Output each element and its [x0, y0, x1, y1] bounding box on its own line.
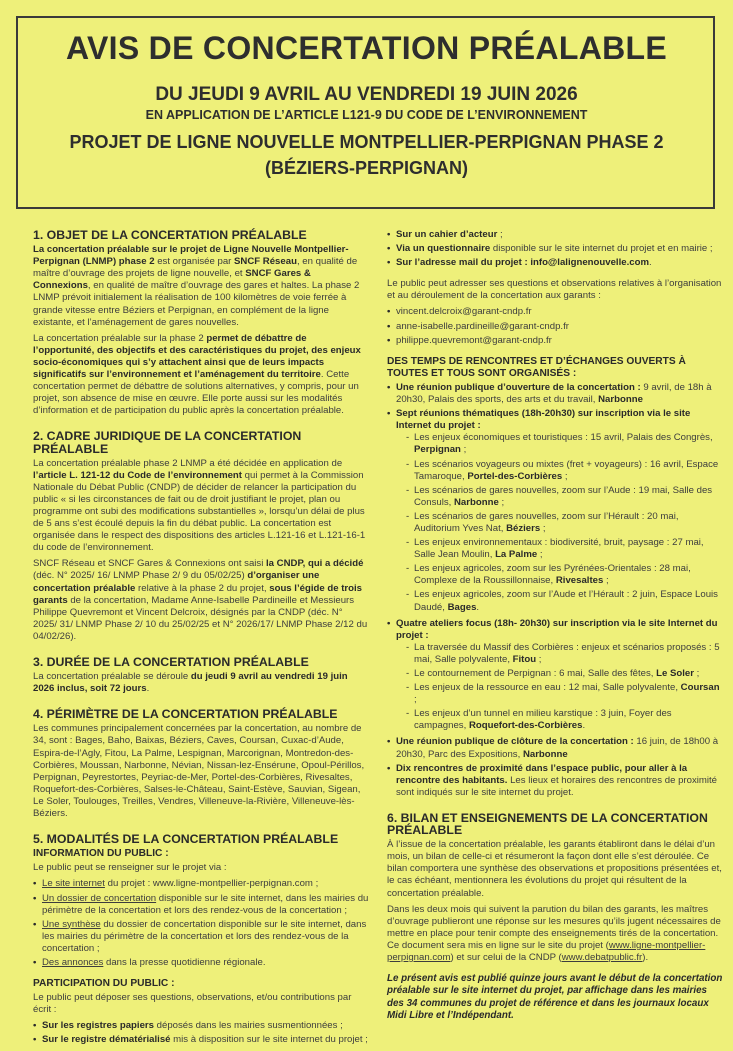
project-title	[0, 129, 733, 181]
closing-meeting: • Une réunion publique de clôture de la concertation : 16 juin, de 18h00 à 20h30, Parc des Expositions, Narbonne	[387, 736, 723, 760]
list-item: - Les scénarios de gares nouvelles, zoom sur l’Hérault : 20 mai, Auditorium Yves Nat, Béziers ;	[405, 511, 723, 535]
garant-email: • anne-isabelle.pardineille@garant-cndp.fr	[387, 321, 723, 333]
list-item: • Une synthèse du dossier de concertation disponible sur le site internet, dans les mairies du périmètre de la concertation et lors des rendez-vous de la concertation ;	[33, 919, 369, 955]
list-item: - Les enjeux agricoles, zoom sur les Pyrénées-Orientales : 28 mai, Complexe de la Roussillonnaise, Rivesaltes ;	[405, 563, 723, 587]
garant-email: • philippe.quevremont@garant-cndp.fr	[387, 335, 723, 347]
notice-title: AVIS DE CONCERTATION PRÉALABLE	[65, 30, 667, 66]
list-item: - La traversée du Massif des Corbières : enjeux et scénarios proposés : 5 mai, Salle polyvalente, Fitou ;	[405, 642, 723, 666]
public-participation-intro: Le public peut déposer ses questions, observations, et/ou contributions par écrit :	[33, 992, 352, 1016]
section-4-communes: Les communes principalement concernées par la concertation, au nombre de 34, sont : Bages, Baho, Baixas, Béziers, Caves, Coursan, Cuxac-d’Aude, Espira-de-l’Agly, Fitou, La Palme, Lespignan, Marcorignan, Montredon-des-Corbières, Moussan, Narbonne, Névian, Nissan-lez-Ensérune, Opoul-Périllos, Perpignan, Peyrestortes, Peyriac-de-Mer, Portel-des-Corbières, Rivesaltes, Roquefort-des-Corbières, Salses-le-Château, Saint-Estève, Sauvian, Sigean, Le Soler, Toulouges, Treilles, Vendres, Villeneuve-la-Rivière, Villeneuve-lès-Béziers.	[33, 723, 365, 820]
section-6-paragraph-2: Dans les deux mois qui suivent la parution du bilan des garants, les maîtres d’ouvrage publieront une réponse sur les mesures qu’ils jugent nécessaires de mettre en place pour tenir compte des enseignements tirés de la concertation. Ce document sera mis en ligne sur le site du projet (www.ligne-montpellier-perpignan.com) et sur celui de la CNDP (www.debatpublic.fr).	[387, 903, 721, 963]
public-information-intro: Le public peut se renseigner sur le projet via :	[33, 862, 227, 874]
project-website-link[interactable]: www.ligne-montpellier-perpignan.com	[387, 939, 706, 963]
focus-workshops: • Quatre ateliers focus (18h- 20h30) sur inscription via le site Internet du projet : - La traversée du Massif des Corbières : enjeux et scénarios proposés : 5 mai, Salle polyvalente, Fitou ; - Le contournement de Perpignan : 6 mai, Salle des fêtes, Le Soler ; - Les enjeux de la ressource en eau : 12 mai, Salle polyvalente, Coursan ; - Les enjeux d’un tunnel en milieu karstique : 3 juin, Foyer des campagnes, Roquefort-des-Corbières.	[387, 618, 723, 733]
proximity-meetings: • Dix rencontres de proximité dans l’espace public, pour aller à la rencontre des habitants. Les lieux et horaires des rencontres de proximité sont indiqués sur le site internet du projet.	[387, 763, 723, 799]
list-item: - Les enjeux d’un tunnel en milieu karstique : 3 juin, Foyer des campagnes, Roquefort-des-Corbières.	[405, 708, 723, 732]
garants-intro: Le public peut adresser ses questions et observations relatives à l’organisation et au déroulement de la concertation aux garants :	[387, 278, 722, 302]
section-2-paragraph-2: SNCF Réseau et SNCF Gares & Connexions ont saisi la CNDP, qui a décidé (déc. N° 2025/ 16/ LNMP Phase 2/ 9 du 05/02/25) d’organiser une concertation préalable relative à la phase 2 du projet, sous l’égide de trois garants de la concertation, Madame Anne-Isabelle Pardineille et Messieurs Philippe Quevremont et Vincent Delcroix, désignés par la CNDP (déc. N° 2025/ 31/ LNMP Phase 2/ 10 du 25/02/25 et N° 2026/17/ LNMP Phase 2/12 du 04/02/26).	[33, 558, 368, 642]
list-item: - Les enjeux économiques et touristiques : 15 avril, Palais des Congrès, Perpignan ;	[405, 432, 723, 456]
section-1-paragraph-1: La concertation préalable sur le projet de Ligne Nouvelle Montpellier-Perpignan (LNMP) phase 2 est organisée par SNCF Réseau, en qualité de maître d’ouvrage des projets de ligne nouvelle, et SNCF Gares & Connexions, en qualité de maître d’ouvrage des gares et haltes. La phase 2 LNMP prévoit initialement la réalisation de 100 kilomètres de voie ferrée à grande vitesse entre Béziers et Perpignan, en complément de la ligne existante, et l’aménagement de gares nouvelles.	[33, 244, 360, 328]
section-4-title: 4. PÉRIMÈTRE DE LA CONCERTATION PRÉALABLE	[33, 707, 338, 722]
public-information-list	[33, 878, 369, 969]
legal-basis: EN APPLICATION DE L’ARTICLE L121-9 DU CODE DE L’ENVIRONNEMENT	[145, 108, 588, 122]
section-2-title: 2. CADRE JURIDIQUE DE LA CONCERTATION PRÉALABLE	[33, 429, 302, 456]
opening-meeting: • Une réunion publique d’ouverture de la concertation : 9 avril, de 18h à 20h30, Palais des sports, des arts et du travail, Narbonne	[387, 382, 723, 406]
list-item: - Le contournement de Perpignan : 6 mai, Salle des fêtes, Le Soler ;	[405, 668, 723, 680]
list-item: - Les scénarios de gares nouvelles, zoom sur l’Aude : 19 mai, Salle des Consuls, Narbonne ;	[405, 485, 723, 509]
public-information-title: INFORMATION DU PUBLIC :	[33, 848, 169, 860]
participation-channels-list	[387, 229, 723, 269]
focus-workshops-list	[405, 642, 723, 733]
events-title: DES TEMPS DE RENCONTRES ET D’ÉCHANGES OUVERTS À TOUTES ET TOUS SONT ORGANISÉS :	[387, 355, 686, 379]
section-1-title: 1. OBJET DE LA CONCERTATION PRÉALABLE	[33, 228, 307, 242]
publication-notice: Le présent avis est publié quinze jours avant le début de la concertation préalable sur le site internet du projet, par affichage dans les mairies des 34 communes du projet de référence et dans les journaux locaux Midi Libre et l’Indépendant.	[387, 973, 723, 1021]
list-item: • Sur un cahier d’acteur ;	[387, 229, 723, 241]
section-1-paragraph-2: La concertation préalable sur la phase 2 permet de débattre de l’opportunité, des objectifs et des caractéristiques du projet, des enjeux socio-économiques qui s’y attachent ainsi que de leurs impacts significatifs sur l’environnement et l’aménagement du territoire. Cette concertation permet de débattre de solutions alternatives, y compris, pour un projet, son absence de mise en œuvre. Elle porte aussi sur les modalités d’information et de participation du public après la concertation préalable.	[33, 332, 361, 417]
public-participation-title: PARTICIPATION DU PUBLIC :	[33, 978, 175, 990]
list-item: • Sur l’adresse mail du projet : info@lalignenouvelle.com.	[387, 257, 723, 269]
section-2-paragraph-1: La concertation préalable phase 2 LNMP a été décidée en application de l’article L. 121-12 du Code de l’environnement qui permet à la Commission Nationale du Débat Public (CNDP) de décider de relancer la participation du public « si les circonstances de fait ou de droit justifiant le projet, plan ou programme ont subi des modifications substantielles », lorsqu’un délai de plus de 5 ans s’est écoulé depuis la fin du débat public. La concertation est organisée dans le respect des dispositions des articles L.121-16 et L.121-16-1 du code de l’environnement.	[33, 457, 366, 554]
list-item: - Les enjeux de la ressource en eau : 12 mai, Salle polyvalente, Coursan ;	[405, 682, 723, 706]
list-item: • Via un questionnaire disponible sur le site internet du projet et en mairie ;	[387, 243, 723, 255]
section-6-title: 6. BILAN ET ENSEIGNEMENTS DE LA CONCERTATION PRÉALABLE	[387, 810, 708, 838]
cndp-website-link[interactable]: www.debatpublic.fr	[561, 951, 643, 963]
garants-email-list	[387, 306, 723, 346]
section-3-paragraph: La concertation préalable se déroule du jeudi 9 avril au vendredi 19 juin 2026 inclus, soit 72 jours.	[33, 671, 348, 695]
list-item: - Les enjeux environnementaux : biodiversité, bruit, paysage : 27 mai, Salle Jean Moulin, La Palme ;	[405, 537, 723, 561]
thematic-meetings: • Sept réunions thématiques (18h-20h30) sur inscription via le site Internet du projet : - Les enjeux économiques et touristiques : 15 avril, Palais des Congrès, Perpignan ; - Les scénarios voyageurs ou mixtes (fret + voyageurs) : 16 avril, Espace Tamaroque, Portel-des-Corbières ; - Les scénarios de gares nouvelles, zoom sur l’Aude : 19 mai, Salle des Consuls, Narbonne ; - Les scénarios de gares nouvelles, zoom sur l’Hérault : 20 mai, Auditorium Yves Nat, Béziers ; - Les enjeux environnementaux : biodiversité, bruit, paysage : 27 mai, Salle Jean Moulin, La Palme ; - Les enjeux agricoles, zoom sur les Pyrénées-Orientales : 28 mai, Complexe de la Roussillonnaise, Rivesaltes ; - Les enjeux agricoles, zoom sur l’Aude et l’Hérault : 2 juin, Espace Louis Daudé, Bages.	[387, 408, 723, 614]
project-title-line2: (BÉZIERS-PERPIGNAN)	[264, 158, 468, 178]
concertation-dates: DU JEUDI 9 AVRIL AU VENDREDI 19 JUIN 2026	[155, 84, 578, 105]
left-column	[33, 229, 369, 1051]
section-3-title: 3. DURÉE DE LA CONCERTATION PRÉALABLE	[33, 655, 309, 669]
list-item: - Les scénarios voyageurs ou mixtes (fret + voyageurs) : 16 avril, Espace Tamaroque, Portel-des-Corbières ;	[405, 459, 723, 483]
thematic-meetings-list	[405, 432, 723, 613]
right-column	[387, 229, 723, 1026]
section-5-title: 5. MODALITÉS DE LA CONCERTATION PRÉALABLE	[33, 832, 339, 847]
section-6-paragraph-1: À l’issue de la concertation préalable, les garants établiront dans le délai d’un mois, un bilan de celle-ci et résumeront la façon dont elle s’est déroulée. Ce bilan comportera une synthèse des observations et propositions présentées et, le cas échéant, mentionnera les évolutions du projet qui résultent de la concertation préalable.	[387, 839, 722, 899]
garant-email: • vincent.delcroix@garant-cndp.fr	[387, 306, 723, 318]
list-item: • Sur les registres papiers déposés dans les mairies susmentionnées ;	[33, 1020, 369, 1032]
list-item: • Sur le registre dématérialisé mis à disposition sur le site internet du projet ;	[33, 1034, 369, 1046]
events-list	[387, 382, 723, 799]
list-item: • Le site internet du projet : www.ligne-montpellier-perpignan.com ;	[33, 878, 369, 890]
list-item: • Des annonces dans la presse quotidienne régionale.	[33, 957, 369, 969]
public-participation-list	[33, 1020, 369, 1046]
project-title-line1: PROJET DE LIGNE NOUVELLE MONTPELLIER-PERPIGNAN PHASE 2	[69, 132, 664, 152]
list-item: - Les enjeux agricoles, zoom sur l’Aude et l’Hérault : 2 juin, Espace Louis Daudé, Bages.	[405, 589, 723, 613]
list-item: • Un dossier de concertation disponible sur le site internet, dans les mairies du périmètre de la concertation et lors des rendez-vous de la concertation ;	[33, 893, 369, 917]
